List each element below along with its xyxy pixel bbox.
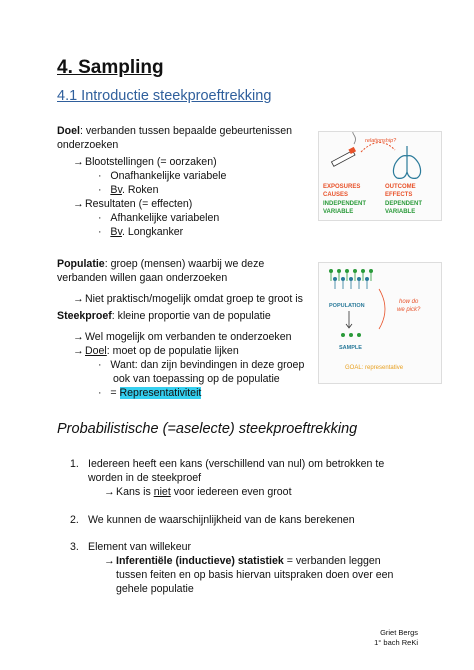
list-item-1a: Iedereen heeft een kans (verschillend van nul) om betrokken te: [88, 458, 385, 470]
curved-arrow: [379, 289, 385, 329]
doel-results-sub: · Afhankelijke variabelen: [98, 212, 220, 224]
bullet-icon: ·: [98, 184, 102, 196]
steekproef-sub-1: →Wel mogelijk om verbanden te onderzoeken: [73, 331, 292, 343]
variable-label-2: VARIABLE: [385, 209, 416, 215]
sample-label: SAMPLE: [339, 345, 362, 351]
section-heading-probabilistic: Probabilistische (=aselecte) steekproeftrekking: [57, 421, 358, 437]
list-item-3b: →Inferentiële (inductieve) statistiek = verbanden leggen: [104, 555, 381, 567]
doel-exposures: →Blootstellingen (= oorzaken): [73, 156, 217, 168]
bullet-icon: ·: [98, 359, 102, 371]
footer-course: 1° bach ReKi: [374, 638, 418, 647]
how-do-label-2: we pick?: [397, 307, 421, 313]
steekproef-want-2: ook van toepassing op de populatie: [113, 373, 280, 385]
cigarette-icon: [331, 132, 356, 166]
figure-exposure-outcome: [318, 131, 442, 221]
variable-label-1: VARIABLE: [323, 209, 354, 215]
effects-label: EFFECTS: [385, 192, 413, 198]
bullet-icon: ·: [98, 387, 102, 399]
figure-population-sample-drawing: [319, 263, 441, 383]
list-number-2: 2.: [70, 514, 79, 526]
doel-example-1: · Bv. Roken: [98, 184, 159, 196]
doel-results: →Resultaten (= effecten): [73, 198, 193, 210]
list-number-1: 1.: [70, 458, 79, 470]
list-item-3d: gehele populatie: [116, 583, 194, 595]
populatie-line-2: verbanden willen gaan onderzoeken: [57, 272, 228, 284]
list-item-3: Element van willekeur: [88, 541, 192, 553]
population-label: POPULATION: [329, 303, 365, 309]
goal-label: GOAL: representative: [345, 365, 404, 371]
doel-example-2: · Bv. Longkanker: [98, 226, 184, 238]
footer: [340, 628, 418, 648]
list-item-2: We kunnen de waarschijnlijkheid van de kans berekenen: [88, 514, 355, 526]
independent-label: INDEPENDENT: [323, 201, 367, 207]
populatie-sub: →Niet praktisch/mogelijk omdat groep te groot is: [73, 293, 303, 305]
footer-author: Griet Bergs: [380, 628, 418, 637]
steekproef-want-1: · Want: dan zijn bevindingen in deze groep: [98, 359, 305, 371]
arrow-icon: →: [73, 345, 84, 357]
bullet-icon: ·: [98, 212, 102, 224]
figure-population-sample: [318, 262, 442, 384]
section-heading: 4.1 Introductie steekproeftrekking: [57, 88, 272, 104]
page-title: 4. Sampling: [57, 57, 164, 78]
causes-label: CAUSES: [323, 192, 349, 198]
arrow-icon: →: [73, 293, 84, 305]
arrow-icon: →: [73, 331, 84, 343]
relationship-label: relationship?: [365, 138, 397, 144]
doel-line-2: onderzoeken: [57, 139, 119, 151]
bullet-icon: ·: [98, 226, 102, 238]
list-item-1b: worden in de steekproef: [88, 472, 202, 484]
steekproef-line-1: Steekproef: kleine proportie van de populatie: [57, 310, 271, 322]
dependent-label: DEPENDENT: [385, 201, 423, 207]
steekproef-sub-2: →Doel: moet op de populatie lijken: [73, 345, 239, 357]
list-item-1c: →Kans is niet voor iedereen even groot: [104, 486, 292, 498]
steekproef-representativiteit: · = Representativiteit: [98, 387, 202, 399]
list-item-3c: tussen feiten en op basis hiervan uitspraken doen over een: [116, 569, 394, 581]
arrow-icon: →: [73, 156, 84, 168]
lungs-icon: [393, 146, 420, 178]
arrow-icon: →: [104, 486, 115, 498]
figure-exposure-outcome-drawing: [319, 132, 441, 220]
population-people-icon: [329, 269, 373, 289]
doel-exposures-sub: · Onafhankelijke variabele: [98, 170, 227, 182]
how-do-label-1: how do: [399, 299, 419, 305]
list-number-3: 3.: [70, 541, 79, 553]
bullet-icon: ·: [98, 170, 102, 182]
exposures-label: EXPOSURES: [323, 184, 361, 190]
arrow-icon: →: [104, 555, 115, 567]
populatie-line-1: Populatie: groep (mensen) waarbij we deze: [57, 258, 265, 270]
sample-people-icon: [341, 333, 361, 337]
doel-line-1: Doel: verbanden tussen bepaalde gebeurtenissen: [57, 125, 293, 137]
outcome-label: OUTCOME: [385, 184, 416, 190]
arrow-icon: →: [73, 198, 84, 210]
